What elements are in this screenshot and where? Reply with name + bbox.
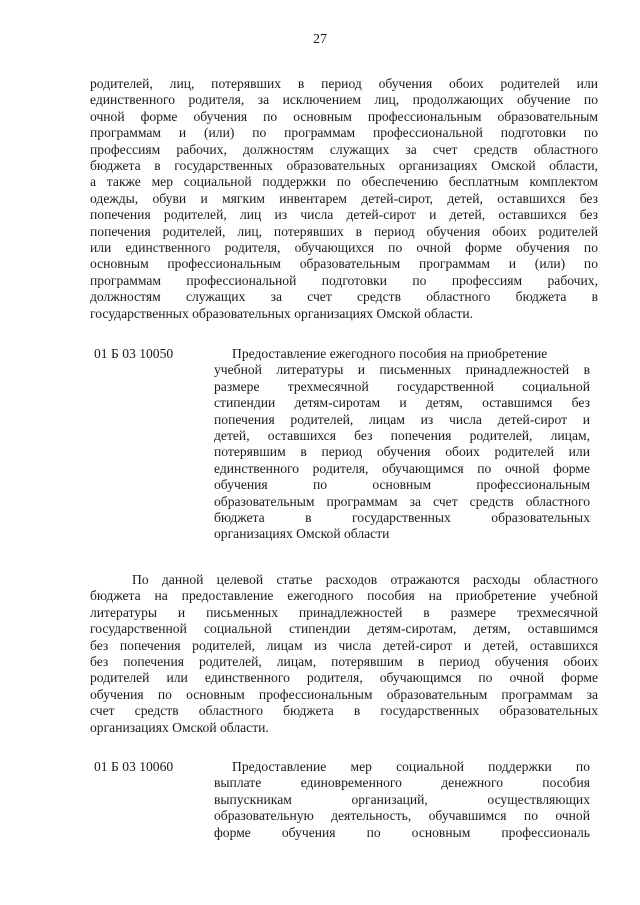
text-line: должностям служащих за счет средств областного бюджета в: [90, 289, 598, 305]
text-line: попечения родителей, лиц, потерявших в период обучения обоих родителей: [90, 223, 598, 239]
text-line: попечения родителей, лицам из числа детей-сирот и: [214, 411, 590, 427]
text-line: Предоставление мер социальной поддержки по: [232, 759, 590, 774]
text-line: обучения по основным профессиональным образовательным программам за: [90, 686, 598, 702]
text-line: образовательным программам за счет средств областного: [214, 493, 590, 509]
text-line: выплате единовременного денежного пособия: [214, 775, 590, 791]
text-line: организациях Омской области.: [90, 719, 269, 735]
text-line: счет средств областного бюджета в государственных образовательных: [90, 703, 598, 719]
text-line: государственных образовательных организациях Омской области.: [90, 305, 474, 321]
text-line: основным профессиональным образовательным программам и (или) по: [90, 256, 598, 272]
text-line: бюджета в государственных образовательных организациях Омской области,: [90, 158, 598, 174]
text-line: без попечения родителей, лицам из числа детей-сирот и детей, оставшихся: [90, 637, 598, 653]
text-line: форме обучения по основным профессиональ: [214, 824, 590, 840]
text-line: потерявшим в период обучения обоих родителей или: [214, 444, 590, 460]
text-line: единственного родителя, за исключением лиц, продолжающих обучение по: [90, 92, 598, 108]
text-line: организациях Омской области: [214, 526, 390, 542]
text-line: стипендии детям-сиротам и детям, оставшимся без: [214, 395, 590, 411]
text-line: выпускникам организаций, осуществляющих: [214, 791, 590, 807]
budget-code: 01 Б 03 10050: [94, 346, 174, 361]
text-line: одежды, обуви и мягким инвентарем детей-сирот, детей, оставшихся без: [90, 190, 598, 206]
text-line: программам и (или) по программам профессиональной подготовки по: [90, 125, 598, 141]
text-line: литературы и письменных принадлежностей в размере трехмесячной: [90, 604, 598, 620]
text-line: попечения родителей, лиц из числа детей-сирот и детей, оставшихся без: [90, 207, 598, 223]
text-line: бюджета на предоставление ежегодного пособия на приобретение учебной: [90, 588, 598, 604]
text-line: без попечения родителей, лицам, потерявшим в период обучения обоих: [90, 654, 598, 670]
text-line: По данной целевой статье расходов отражаются расходы областного: [132, 572, 598, 587]
text-line: образовательную деятельность, обучавшимся по очной: [214, 808, 590, 824]
text-line: а также мер социальной поддержки по обеспечению бесплатным комплектом: [90, 174, 598, 190]
text-line: единственного родителя, обучающимся по очной форме: [214, 460, 590, 476]
continuation-text-block: [90, 76, 598, 322]
text-line: очной форме обучения по основным профессиональным образовательным: [90, 108, 598, 124]
text-line: учебной литературы и письменных принадлежностей в: [214, 362, 590, 378]
text-line: или единственного родителя, обучающихся по очной форме обучения по: [90, 240, 598, 256]
text-line: родителей или единственного родителя, обучающимся по очной форме: [90, 670, 598, 686]
text-line: государственной социальной стипендии детям-сиротам, детям, оставшимся: [90, 621, 598, 637]
text-line: профессиям рабочих, должностям служащих за счет средств областного: [90, 141, 598, 157]
text-line: программам профессиональной подготовки по профессиям рабочих,: [90, 272, 598, 288]
text-line: детей, оставшихся без попечения родителей, лицам,: [214, 428, 590, 444]
budget-code: 01 Б 03 10060: [94, 759, 174, 774]
text-line: размере трехмесячной государственной социальной: [214, 378, 590, 394]
budget-code-description: [214, 759, 590, 841]
text-line: родителей, лиц, потерявших в период обучения обоих родителей или: [90, 76, 598, 91]
explanatory-paragraph: [90, 572, 598, 736]
text-line: бюджета в государственных образовательных: [214, 510, 590, 526]
budget-code-description: [214, 346, 590, 543]
text-line: обучения по основным профессиональным: [214, 477, 590, 493]
page-number: 27: [313, 32, 327, 47]
text-line: Предоставление ежегодного пособия на приобретение: [232, 346, 548, 361]
